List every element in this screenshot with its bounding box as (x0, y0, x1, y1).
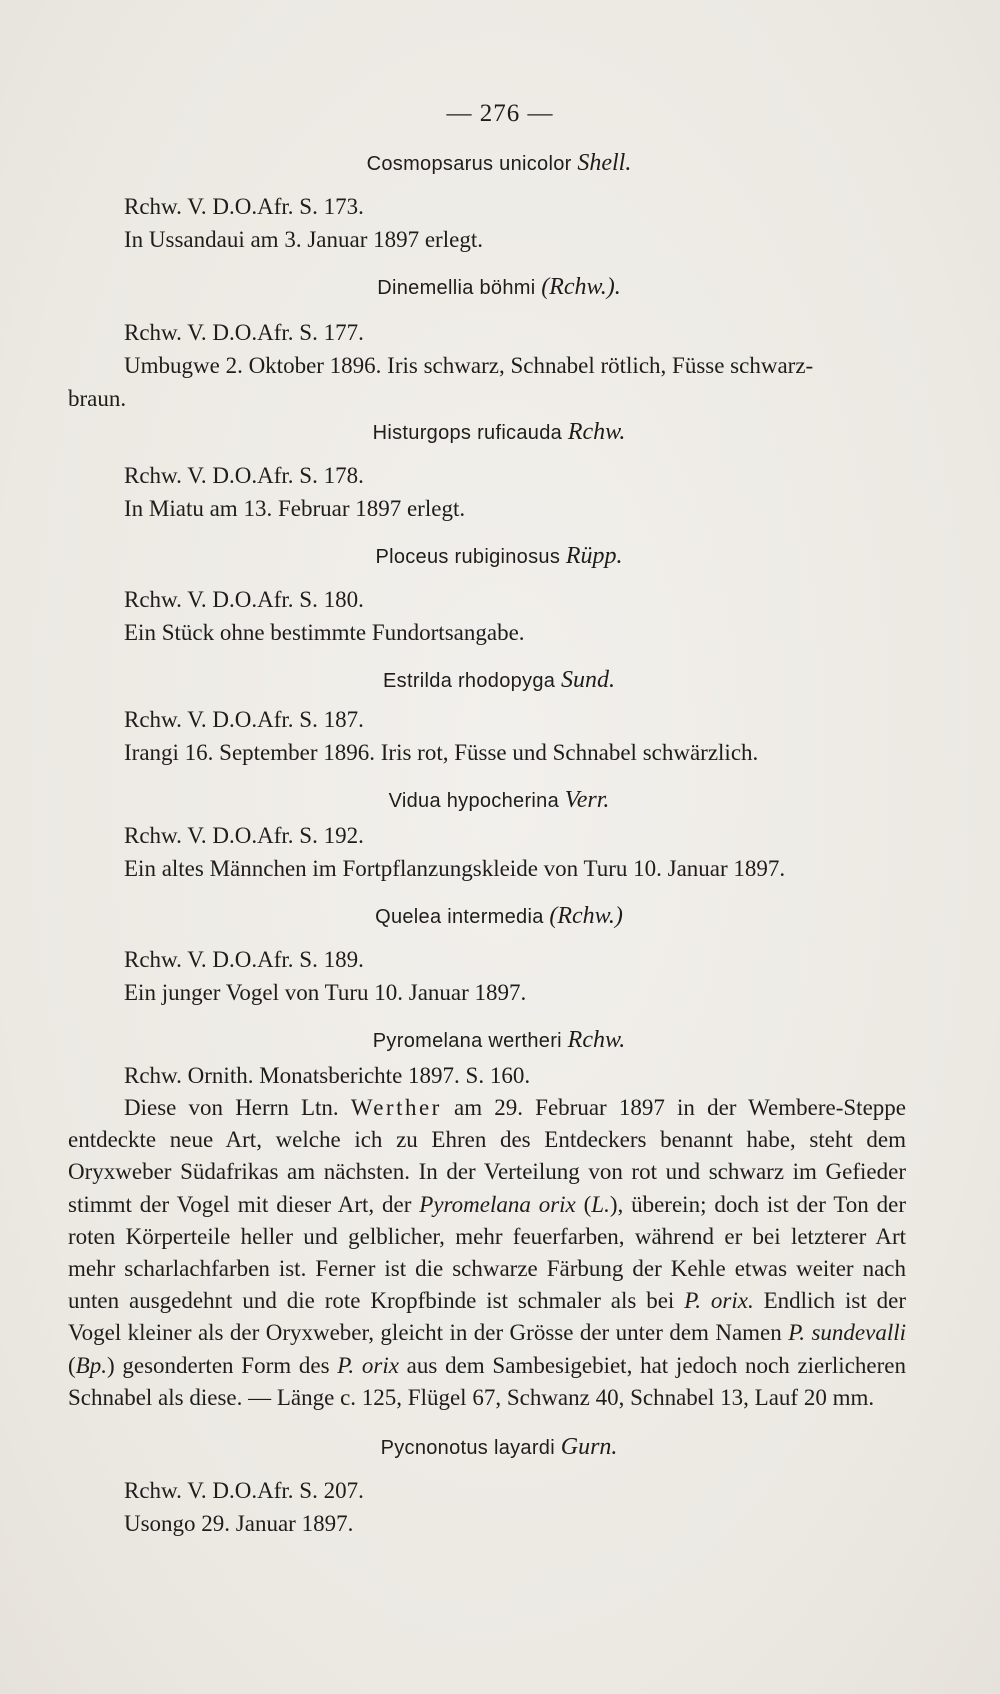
reference-line: Rchw. Ornith. Monatsberichte 1897. S. 160. (124, 1063, 531, 1088)
species-author: (Rchw.). (541, 274, 621, 300)
species-heading (68, 270, 906, 304)
reference-line: Rchw. V. D.O.Afr. S. 180. (124, 587, 364, 612)
species-author: Gurn. (560, 1434, 618, 1461)
species-heading (68, 1430, 906, 1464)
species-heading (68, 539, 906, 573)
species-name: Pycnonotus layardi (380, 1437, 555, 1460)
species-name: Cosmopsarus unicolor (366, 153, 572, 175)
specimen-note: In Ussandaui am 3. Januar 1897 erlegt. (124, 227, 483, 252)
description-text: ), überein; doch ist der Ton der roten Körperteile heller und gelblicher, mehr feuerfarben, während er bei letzterer Art mehr scharlachfarben ist. Ferner ist die schwarze Färbung der Kehle etwas weiter nach unten ausgedehnt und die rote Kropfbinde ist schmaler als bei (68, 1191, 906, 1314)
species-author: Sund. (560, 667, 615, 693)
species-heading (68, 663, 906, 697)
species-entry (68, 783, 906, 885)
species-author: Rüpp. (565, 543, 623, 569)
specimen-note: Ein Stück ohne bestimmte Fundortsangabe. (124, 620, 525, 645)
page-content (68, 146, 906, 1540)
reference-line: Rchw. V. D.O.Afr. S. 207. (124, 1478, 364, 1504)
species-entry (68, 539, 906, 649)
reference-line: Rchw. V. D.O.Afr. S. 189. (124, 947, 364, 972)
reference-line: Rchw. V. D.O.Afr. S. 177. (124, 320, 364, 345)
species-heading (68, 146, 906, 180)
species-entry (68, 899, 906, 1009)
species-name: Pyromelana wertheri (372, 1030, 562, 1052)
reference-line: Rchw. V. D.O.Afr. S. 178. (124, 463, 364, 488)
species-name: Ploceus rubiginosus (375, 546, 561, 568)
specimen-note: Usongo 29. Januar 1897. (124, 1511, 354, 1537)
taxon-author-italic: L. (591, 1191, 610, 1217)
species-heading (68, 1023, 906, 1057)
specimen-note: Irangi 16. September 1896. Iris rot, Füsse und Schnabel schwärzlich. (124, 740, 759, 765)
specimen-note-continuation: braun. (68, 386, 127, 411)
taxon-italic: P. orix. (684, 1288, 754, 1314)
description-text: am 29. Februar 1897 in der Wembere-Steppe entdeckte neue Art, welche ich zu Ehren des Entdeckers benannt habe, steht dem Oryxweber Südafrikas am nächsten. In der Verteilung von rot und schwarz im Gefieder stimmt der Vogel mit dieser Art, der (68, 1095, 906, 1217)
taxon-author-italic: Bp. (75, 1352, 107, 1378)
species-name: Vidua hypocherina (388, 790, 559, 812)
species-author: Shell. (577, 150, 632, 176)
specimen-note: Ein altes Männchen im Fortpflanzungskleide von Turu 10. Januar 1897. (124, 856, 786, 881)
collector-name: Werther (350, 1095, 442, 1120)
description-text: ( (575, 1191, 592, 1217)
species-name: Dinemellia böhmi (377, 277, 536, 299)
species-heading (68, 899, 906, 933)
species-name: Estrilda rhodopyga (383, 670, 556, 692)
species-entry (68, 663, 906, 769)
taxon-italic: P. orix (337, 1352, 399, 1378)
specimen-note: Ein junger Vogel von Turu 10. Januar 1897. (124, 980, 527, 1005)
reference-line: Rchw. V. D.O.Afr. S. 192. (124, 823, 364, 848)
specimen-note: Umbugwe 2. Oktober 1896. Iris schwarz, Schnabel rötlich, Füsse schwarz- (124, 353, 814, 378)
page-number: — 276 — (446, 100, 554, 127)
species-author: (Rchw.) (549, 903, 623, 929)
description-text: ( (68, 1352, 76, 1378)
description-text: Endlich ist der Vogel kleiner als der Oryxweber, gleicht in der Grösse der unter dem Namen (68, 1288, 907, 1346)
species-author: Verr. (564, 787, 610, 813)
species-entry (68, 146, 906, 256)
description-text: Diese von Herrn Ltn. (124, 1095, 351, 1120)
reference-line: Rchw. V. D.O.Afr. S. 187. (124, 707, 364, 732)
species-name: Histurgops ruficauda (372, 422, 563, 444)
species-author: Rchw. (567, 419, 626, 445)
species-author: Rchw. (567, 1027, 626, 1053)
taxon-italic: P. sundevalli (788, 1320, 907, 1346)
taxon-italic: Pyromelana orix (419, 1191, 576, 1217)
species-entry (68, 270, 906, 415)
species-entry (68, 1023, 906, 1414)
species-entry (68, 1430, 906, 1540)
species-heading (68, 415, 906, 449)
specimen-note: In Miatu am 13. Februar 1897 erlegt. (124, 496, 466, 521)
species-heading (68, 783, 906, 817)
reference-line: Rchw. V. D.O.Afr. S. 173. (124, 194, 364, 219)
species-entry (68, 415, 906, 525)
description-text: ) gesonderten Form des (106, 1352, 338, 1378)
species-name: Quelea intermedia (375, 906, 544, 928)
description-text: aus dem Sambesigebiet, hat jedoch noch zierlicheren Schnabel als diese. — Länge c. 125, Flügel 67, Schwanz 40, Schnabel 13, Lauf 20 mm. (68, 1352, 906, 1410)
species-description (68, 1092, 906, 1414)
